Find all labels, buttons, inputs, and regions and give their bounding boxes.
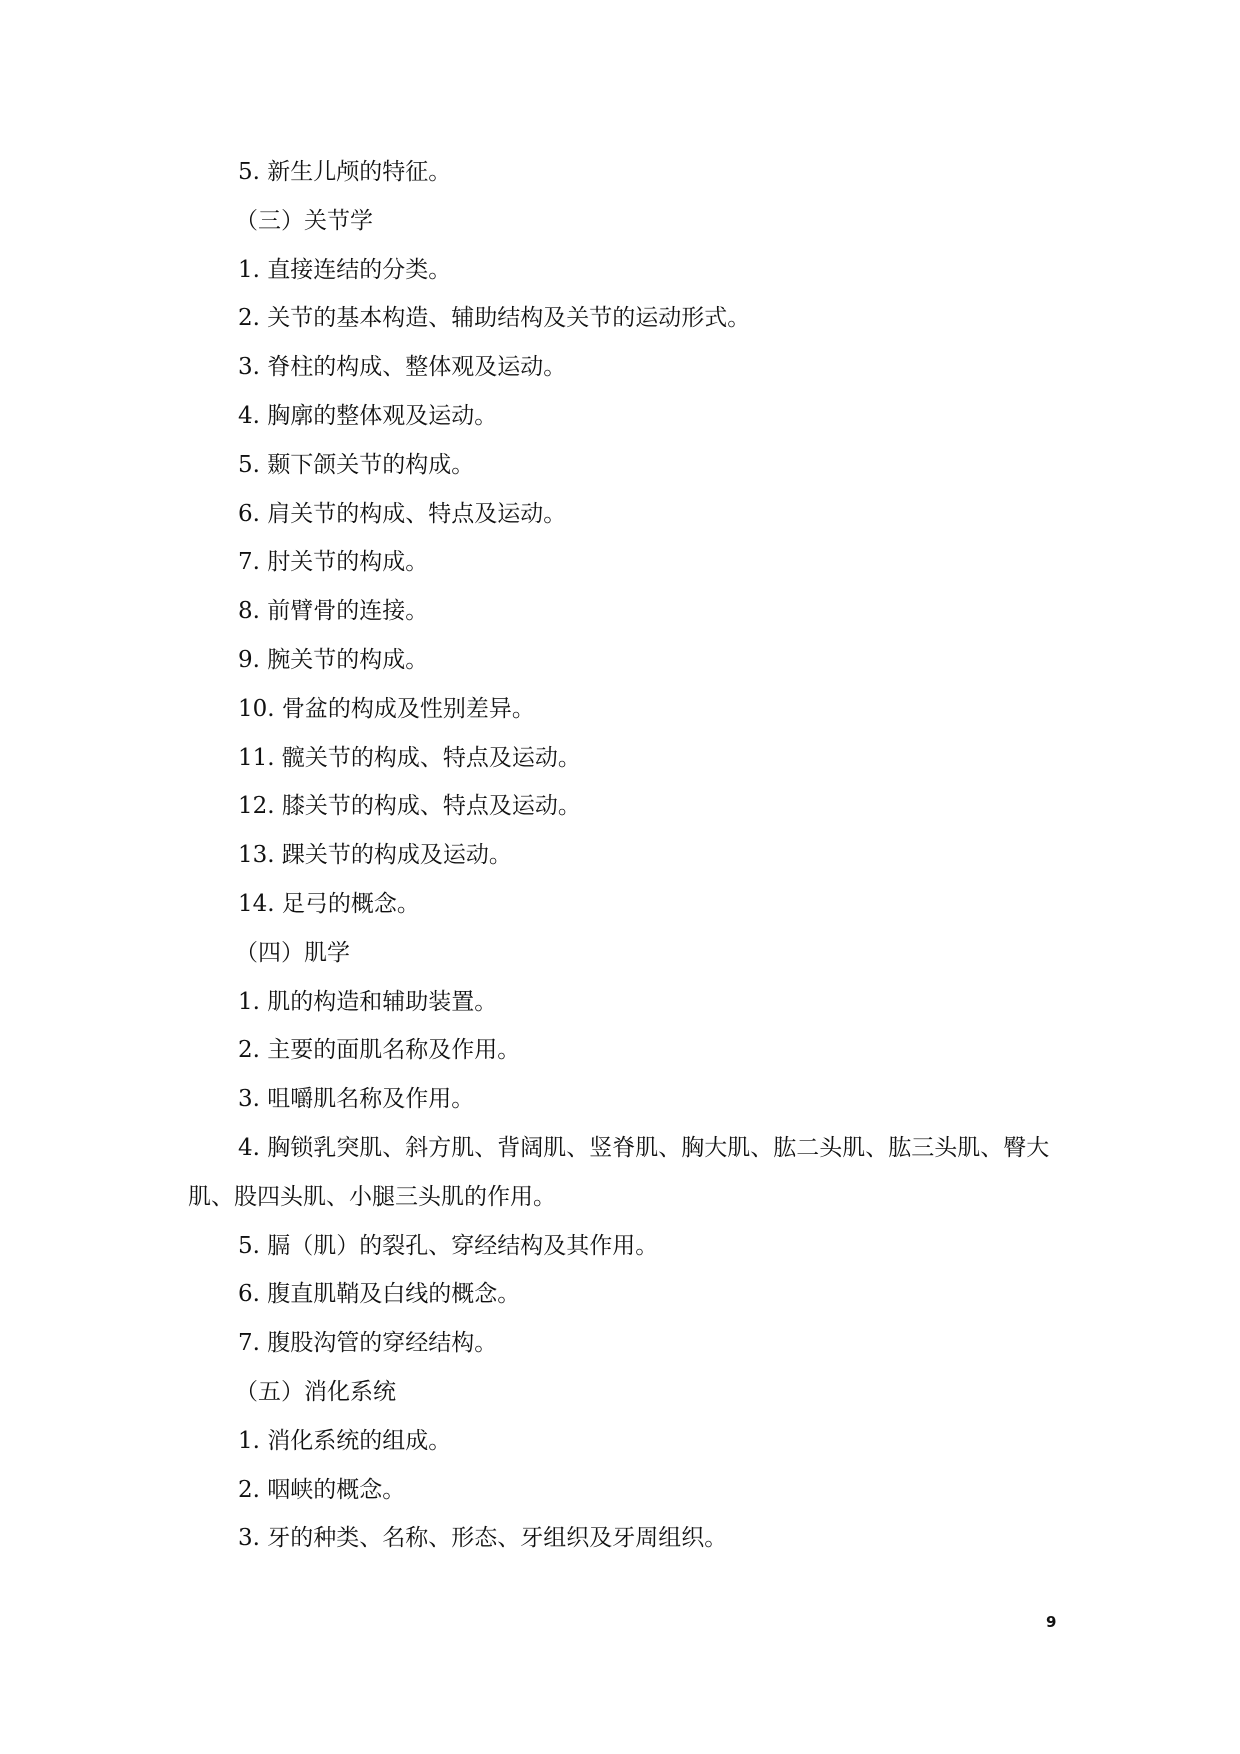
list-item: 7. 肘关节的构成。 [238, 549, 429, 576]
list-item: 6. 肩关节的构成、特点及运动。 [238, 500, 567, 527]
document-body [188, 148, 1068, 1563]
list-item: 1. 肌的构造和辅助装置。 [238, 988, 498, 1015]
list-item: 6. 腹直肌鞘及白线的概念。 [238, 1281, 521, 1308]
list-item: 13. 踝关节的构成及运动。 [238, 842, 512, 869]
list-item: 5. 颞下颌关节的构成。 [238, 451, 475, 478]
list-item: 5. 膈（肌）的裂孔、穿经结构及其作用。 [238, 1232, 659, 1259]
list-item: 1. 消化系统的组成。 [238, 1427, 452, 1454]
list-item: 12. 膝关节的构成、特点及运动。 [238, 793, 581, 820]
list-item: 11. 髋关节的构成、特点及运动。 [238, 744, 581, 771]
list-item: 3. 脊柱的构成、整体观及运动。 [238, 354, 567, 381]
list-item: 3. 咀嚼肌名称及作用。 [238, 1086, 475, 1113]
list-item: 1. 直接连结的分类。 [238, 256, 452, 283]
list-item: 4. 胸廓的整体观及运动。 [238, 402, 498, 429]
list-item: 14. 足弓的概念。 [238, 890, 420, 917]
section-heading: （四）肌学 [235, 939, 350, 966]
list-item: 7. 腹股沟管的穿经结构。 [238, 1330, 498, 1357]
list-item: 2. 关节的基本构造、辅助结构及关节的运动形式。 [238, 305, 751, 332]
list-item: 3. 牙的种类、名称、形态、牙组织及牙周组织。 [238, 1525, 728, 1552]
list-item: 8. 前臂骨的连接。 [238, 598, 429, 625]
page-number: 9 [1046, 1613, 1057, 1631]
wrapped-list-item: 4. 胸锁乳突肌、斜方肌、背阔肌、竖脊肌、胸大肌、肱二头肌、肱三头肌、臀大肌、股四头肌、小腿三头肌的作用。 [188, 1134, 1050, 1210]
list-item: 2. 咽峡的概念。 [238, 1476, 406, 1503]
list-item: 10. 骨盆的构成及性别差异。 [238, 695, 535, 722]
section-heading: （三）关节学 [235, 207, 373, 234]
list-item: 2. 主要的面肌名称及作用。 [238, 1037, 521, 1064]
section-heading: （五）消化系统 [235, 1378, 396, 1405]
list-item: 9. 腕关节的构成。 [238, 646, 429, 673]
list-item: 5. 新生儿颅的特征。 [238, 159, 452, 185]
